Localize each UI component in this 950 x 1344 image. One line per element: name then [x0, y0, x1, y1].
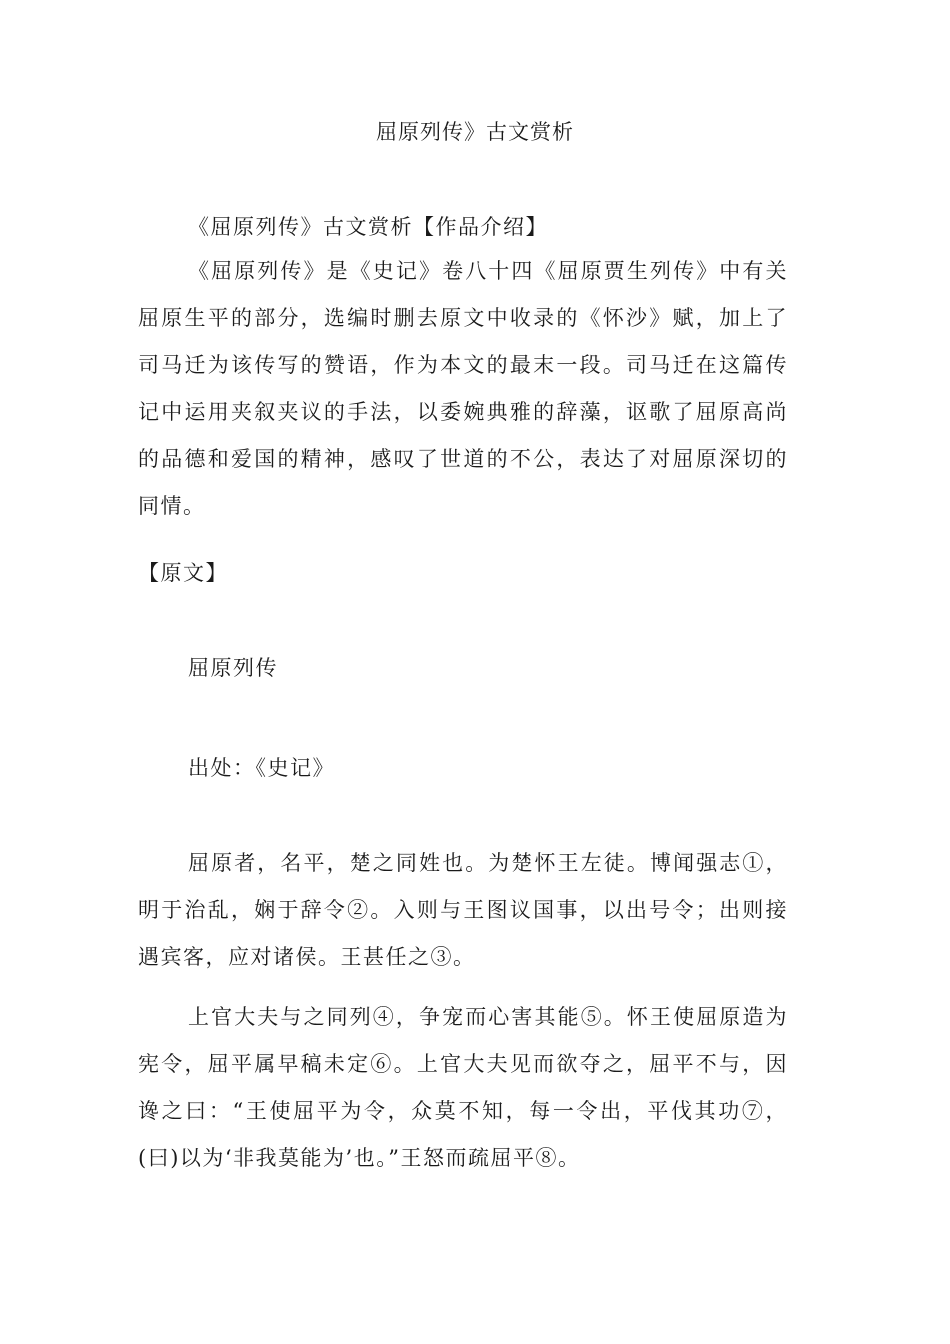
- source-line: 出处：《史记》: [188, 756, 335, 780]
- text-paragraph: 上官大夫与之同列④，争宠而心害其能⑤。怀王使屈原造为宪令，屈平属早稿未定⑥。上官大夫见而欲夺之，屈平不与，因谗之曰：“王使屈平为令，众莫不知，每一令出，平伐其功⑦，(曰)以为‘非我莫能为’也。”王怒而疏屈平⑧。: [138, 1005, 788, 1170]
- intro-paragraph: 《屈原列传》是《史记》卷八十四《屈原贾生列传》中有关屈原生平的部分，选编时删去原文中收录的《怀沙》赋，加上了司马迁为该传写的赞语，作为本文的最末一段。司马迁在这篇传记中运用夹叙夹议的手法，以委婉典雅的辞藻，讴歌了屈原高尚的品德和爱国的精神，感叹了世道的不公，表达了对屈原深切的同情。: [138, 259, 788, 518]
- page-title: 屈原列传》古文赏析: [376, 120, 574, 144]
- work-title: 屈原列传: [188, 656, 278, 680]
- text-paragraph: 屈原者，名平，楚之同姓也。为楚怀王左徒。博闻强志①，明于治乱，娴于辞令②。入则与王图议国事，以出号令；出则接遇宾客，应对诸侯。王甚任之③。: [138, 851, 788, 969]
- intro-heading: 《屈原列传》古文赏析【作品介绍】: [188, 215, 548, 239]
- original-text-heading: 【原文】: [138, 561, 228, 585]
